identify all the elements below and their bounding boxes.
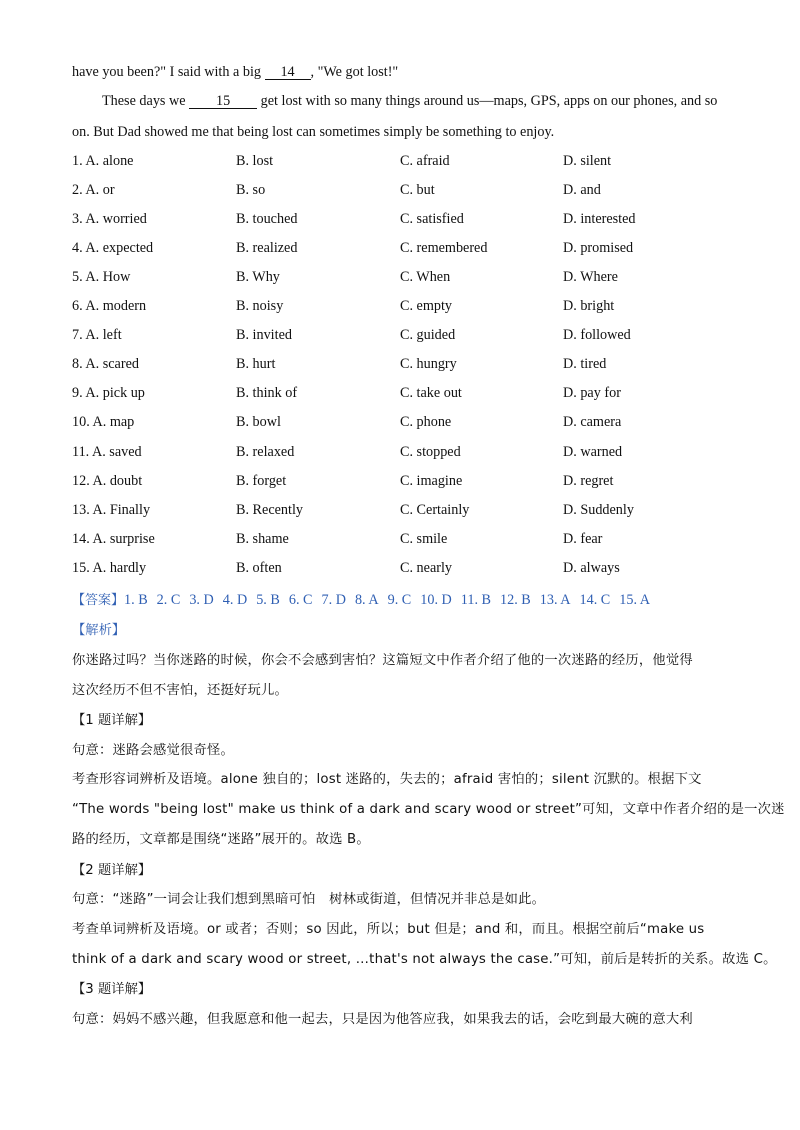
option-choice: D. silent bbox=[563, 153, 612, 169]
option-choice: C. imagine bbox=[400, 473, 463, 489]
detail-heading: 【1 题详解】 bbox=[72, 713, 152, 728]
option-row bbox=[72, 153, 732, 173]
option-choice: B. forget bbox=[236, 473, 287, 489]
answer-item: 4. D bbox=[222, 592, 248, 608]
passage-text: These days we bbox=[102, 93, 190, 109]
option-choice: 9. A. pick up bbox=[72, 385, 145, 401]
detail-line: 句意：“迷路”一词会让我们想到黑暗可怕 树林或街道，但情况并非总是如此。 bbox=[72, 892, 546, 907]
option-choice: D. fear bbox=[563, 531, 603, 547]
detail-line: 考查单词辨析及语境。or 或者；否则；so 因此，所以；but 但是；and 和，而且。根据空前后“make us bbox=[72, 922, 705, 937]
option-row bbox=[72, 240, 732, 260]
option-choice: B. so bbox=[236, 182, 266, 198]
option-choice: D. warned bbox=[563, 444, 623, 460]
answer-item: 5. B bbox=[256, 592, 280, 608]
option-row bbox=[72, 502, 732, 522]
option-choice: D. camera bbox=[563, 414, 622, 430]
option-choice: C. afraid bbox=[400, 153, 450, 169]
detail-heading: 【3 题详解】 bbox=[72, 982, 152, 997]
option-row bbox=[72, 444, 732, 464]
option-choice: 8. A. scared bbox=[72, 356, 139, 372]
option-row bbox=[72, 531, 732, 551]
detail-line: 句意：妈妈不感兴趣，但我愿意和他一起去，只是因为他答应我，如果我去的话，会吃到最大碗的意大利 bbox=[72, 1012, 693, 1027]
answer-item: 7. D bbox=[321, 592, 346, 608]
option-row bbox=[72, 211, 732, 231]
option-row bbox=[72, 182, 732, 202]
option-choice: C. remembered bbox=[400, 240, 488, 256]
answer-item: 3. D bbox=[189, 592, 214, 608]
option-choice: 5. A. How bbox=[72, 269, 131, 285]
option-choice: D. always bbox=[563, 560, 620, 576]
answer-item: 8. A bbox=[354, 592, 379, 608]
option-choice: D. followed bbox=[563, 327, 631, 343]
passage-line-1 bbox=[72, 64, 398, 81]
option-choice: C. but bbox=[400, 182, 435, 198]
option-choice: B. hurt bbox=[236, 356, 276, 372]
option-row bbox=[72, 356, 732, 376]
option-choice: 7. A. left bbox=[72, 327, 122, 343]
option-choice: B. noisy bbox=[236, 298, 284, 314]
option-choice: D. Suddenly bbox=[563, 502, 634, 518]
option-choice: 13. A. Finally bbox=[72, 502, 151, 518]
option-choice: 10. A. map bbox=[72, 414, 135, 430]
detail-line: 考查形容词辨析及语境。alone 独自的；lost 迷路的，失去的；afraid 害怕的；silent 沉默的。根据下文 bbox=[72, 772, 702, 787]
option-choice: 12. A. doubt bbox=[72, 473, 143, 489]
option-choice: C. phone bbox=[400, 414, 452, 430]
option-choice: B. relaxed bbox=[236, 444, 295, 460]
passage-text: have you been?" I said with a big bbox=[72, 64, 265, 80]
option-row bbox=[72, 385, 732, 405]
detail-line: 路的经历，文章都是围绕“迷路”展开的。故选 B。 bbox=[72, 832, 370, 847]
summary-line: 你迷路过吗？当你迷路的时候，你会不会感到害怕？这篇短文中作者介绍了他的一次迷路的经历，他觉得 bbox=[72, 653, 693, 668]
analysis-label: 【解析】 bbox=[72, 623, 126, 638]
summary-line: 这次经历不但不害怕，还挺好玩儿。 bbox=[72, 683, 288, 698]
option-choice: B. often bbox=[236, 560, 282, 576]
detail-line: think of a dark and scary wood or street, …that's not always the case.”可知，前后是转折的关系。故选 C。 bbox=[72, 952, 777, 967]
option-choice: B. lost bbox=[236, 153, 274, 169]
answer-list bbox=[124, 592, 659, 608]
option-choice: 6. A. modern bbox=[72, 298, 147, 314]
option-choice: D. pay for bbox=[563, 385, 621, 401]
answer-label: 【答案】 bbox=[72, 593, 125, 608]
detail-line: 句意：迷路会感觉很奇怪。 bbox=[72, 743, 234, 758]
option-choice: C. When bbox=[400, 269, 451, 285]
option-choice: 14. A. surprise bbox=[72, 531, 155, 547]
answer-item: 6. C bbox=[288, 592, 313, 608]
passage-text: get lost with so many things around us—maps, GPS, apps on our phones, and so bbox=[257, 93, 718, 109]
option-choice: B. think of bbox=[236, 385, 298, 401]
option-choice: C. satisfied bbox=[400, 211, 464, 227]
passage-text: , "We got lost!" bbox=[310, 64, 399, 80]
option-choice: C. hungry bbox=[400, 356, 457, 372]
passage-line-2 bbox=[102, 93, 717, 110]
option-choice: D. regret bbox=[563, 473, 614, 489]
passage-line-3: on. But Dad showed me that being lost can sometimes simply be something to enjoy. bbox=[72, 124, 555, 140]
option-choice: B. Recently bbox=[236, 502, 303, 518]
answer-item: 1. B bbox=[124, 592, 148, 608]
option-row bbox=[72, 560, 732, 580]
option-row bbox=[72, 269, 732, 289]
answer-item: 10. D bbox=[420, 592, 452, 608]
option-choice: C. take out bbox=[400, 385, 462, 401]
option-choice: 4. A. expected bbox=[72, 240, 154, 256]
detail-line: “The words "being lost" make us think of a dark and scary wood or street”可知，文章中作者介绍的是一次迷 bbox=[72, 802, 785, 817]
option-choice: 3. A. worried bbox=[72, 211, 147, 227]
option-choice: C. smile bbox=[400, 531, 448, 547]
blank-14: 14 bbox=[265, 65, 311, 80]
option-choice: C. stopped bbox=[400, 444, 461, 460]
answer-item: 11. B bbox=[460, 592, 492, 608]
option-choice: B. realized bbox=[236, 240, 298, 256]
option-choice: C. nearly bbox=[400, 560, 453, 576]
option-choice: C. guided bbox=[400, 327, 456, 343]
answer-item: 15. A bbox=[619, 592, 651, 608]
option-choice: B. shame bbox=[236, 531, 289, 547]
option-choice: 11. A. saved bbox=[72, 444, 142, 460]
option-choice: B. touched bbox=[236, 211, 298, 227]
option-choice: D. tired bbox=[563, 356, 607, 372]
answer-line bbox=[72, 589, 659, 609]
option-row bbox=[72, 414, 732, 434]
detail-heading: 【2 题详解】 bbox=[72, 863, 152, 878]
option-choice: 1. A. alone bbox=[72, 153, 134, 169]
blank-15: 15 bbox=[189, 94, 257, 109]
option-row bbox=[72, 473, 732, 493]
option-row bbox=[72, 298, 732, 318]
option-choice: B. bowl bbox=[236, 414, 281, 430]
option-choice: B. invited bbox=[236, 327, 292, 343]
answer-item: 12. B bbox=[500, 592, 531, 608]
option-row bbox=[72, 327, 732, 347]
answer-item: 2. C bbox=[156, 592, 181, 608]
answer-item: 9. C bbox=[387, 592, 412, 608]
option-choice: 2. A. or bbox=[72, 182, 115, 198]
option-choice: D. and bbox=[563, 182, 601, 198]
option-choice: D. bright bbox=[563, 298, 615, 314]
option-choice: D. promised bbox=[563, 240, 634, 256]
option-choice: 15. A. hardly bbox=[72, 560, 147, 576]
answer-item: 13. A bbox=[539, 592, 571, 608]
option-choice: D. Where bbox=[563, 269, 618, 285]
answer-item: 14. C bbox=[579, 592, 611, 608]
option-choice: C. empty bbox=[400, 298, 453, 314]
option-choice: D. interested bbox=[563, 211, 636, 227]
option-choice: B. Why bbox=[236, 269, 280, 285]
option-choice: C. Certainly bbox=[400, 502, 470, 518]
